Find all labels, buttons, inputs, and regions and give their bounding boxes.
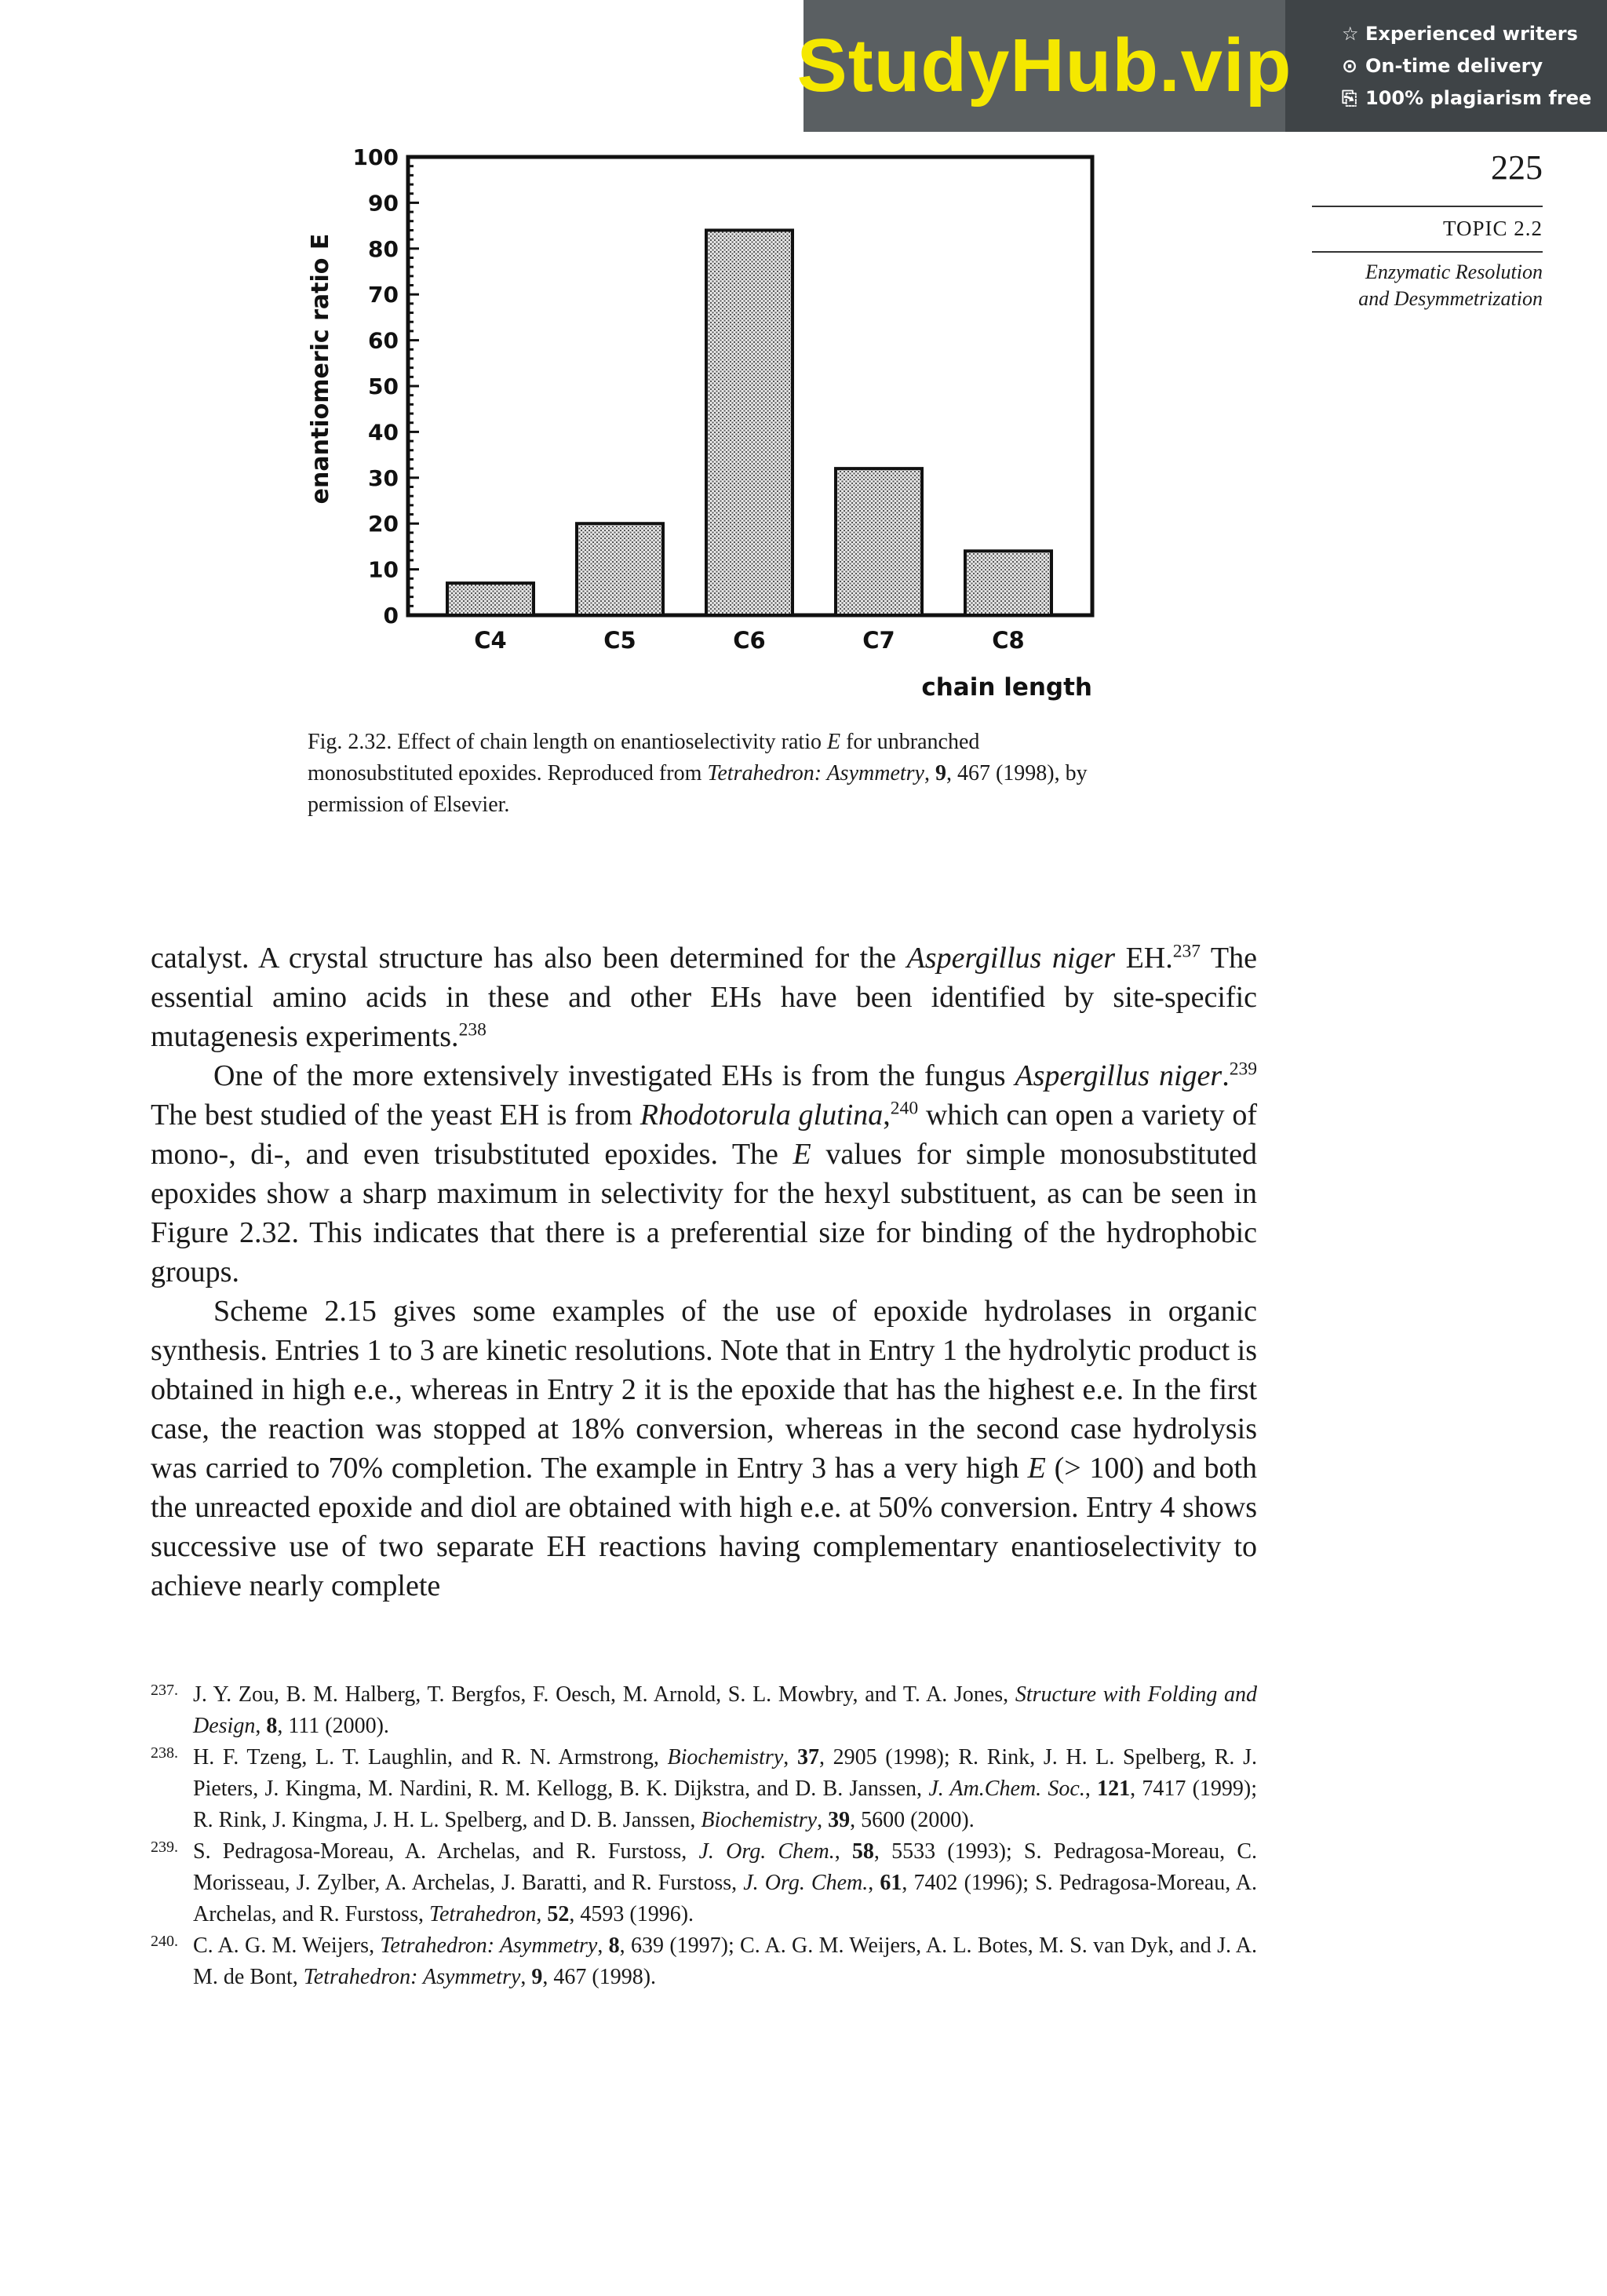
text-run: ,	[783, 1745, 789, 1769]
text-run: ,	[597, 1933, 603, 1958]
feature-item	[1342, 82, 1601, 114]
citation-ref: 240	[890, 1098, 919, 1119]
text-run: J. Y. Zou, B. M. Halberg, T. Bergfos, F. Oesch, M. Arnold, S. L. Mowbry, and T. A. Jones,	[193, 1682, 1009, 1707]
document-icon: ⎘	[1342, 86, 1357, 109]
footnote	[151, 1742, 1257, 1836]
topic-label: TOPIC 2.2	[1442, 217, 1543, 240]
text-run: One of the more extensively investigated EHs is from the fungus	[213, 1059, 1006, 1092]
footnote	[151, 1836, 1257, 1930]
text-run: ,	[883, 1099, 891, 1132]
volume: 52	[547, 1902, 570, 1926]
text-run: ,	[255, 1714, 261, 1738]
brand-logo[interactable]	[796, 0, 1292, 132]
journal-name: J. Am.Chem. Soc.	[928, 1777, 1085, 1801]
brand-name: StudyHub.vip	[796, 24, 1292, 108]
volume: 58	[851, 1839, 874, 1864]
chart-bars	[447, 230, 1051, 615]
paragraph	[151, 1292, 1257, 1605]
subtitle-line: and Desymmetrization	[1358, 287, 1543, 310]
banner-feature-list	[1342, 17, 1601, 114]
text-run: ,	[536, 1902, 542, 1926]
x-tick-label: C4	[474, 627, 507, 654]
text-run: , 111 (2000).	[277, 1714, 389, 1738]
text-run: (> 100) and both the unreacted epoxide and diol are obtained with high e.e. at 50% conversion. Entry 4 shows successive use of two separate EH reactions having complementary enantioselectivity to achieve nearly complete	[151, 1452, 1258, 1602]
text-run: , 467 (1998).	[542, 1965, 657, 1989]
y-tick-label: 40	[368, 419, 399, 446]
volume: 61	[880, 1871, 902, 1895]
body-text	[151, 938, 1257, 1605]
bar-c8	[965, 551, 1051, 615]
y-tick-label: 50	[368, 374, 399, 399]
text-run: EH.	[1125, 942, 1173, 975]
text-run: .	[1222, 1059, 1230, 1092]
text-run: which can open a variety of mono-, di-, and even trisubstituted epoxides. The	[151, 1099, 1258, 1171]
caption-journal: Tetrahedron: Asymmetry	[707, 761, 924, 785]
star-icon: ☆	[1342, 22, 1359, 45]
caption-volume: 9	[935, 761, 946, 785]
footnote-number: 239.	[151, 1839, 178, 1856]
footnotes	[151, 1679, 1257, 1993]
caption-text: Effect of chain length on enantioselectivity ratio	[397, 730, 822, 754]
y-tick-label: 30	[368, 465, 399, 491]
bar-chart	[298, 141, 1114, 706]
y-tick-label: 80	[368, 235, 399, 262]
x-tick-label: C7	[862, 627, 895, 654]
y-tick-label: 10	[368, 556, 399, 583]
figure-caption	[308, 727, 1108, 821]
text-run: ,	[817, 1808, 823, 1832]
header-rule	[1312, 251, 1543, 253]
feature-label: On-time delivery	[1365, 54, 1543, 77]
volume: 39	[828, 1808, 851, 1832]
volume: 9	[531, 1965, 543, 1989]
paragraph	[151, 1056, 1257, 1292]
citation-ref: 238	[458, 1019, 486, 1040]
y-tick-label: 20	[368, 511, 399, 538]
text-run: C. A. G. M. Weijers,	[193, 1933, 375, 1958]
text-run: , 639 (1997); C. A. G. M. Weijers, A. L. Botes, M. S. van Dyk, and J. A. M. de Bont,	[193, 1933, 1258, 1989]
text-run: ,	[520, 1965, 527, 1989]
text-run: ,	[1084, 1777, 1091, 1801]
text-run: , 5600 (2000).	[850, 1808, 975, 1832]
bar-c6	[706, 230, 793, 615]
species-name: Aspergillus niger	[1015, 1059, 1223, 1092]
subtitle-line: Enzymatic Resolution	[1365, 261, 1543, 283]
text-run: ,	[868, 1871, 874, 1895]
figure-label: Fig. 2.32.	[308, 730, 392, 754]
footnote	[151, 1679, 1257, 1742]
footnote-number: 240.	[151, 1933, 178, 1950]
y-tick-label: 70	[368, 282, 399, 308]
chart-x-ticks	[474, 627, 1024, 654]
journal-name: Biochemistry	[667, 1745, 784, 1769]
text-run: H. F. Tzeng, L. T. Laughlin, and R. N. Armstrong,	[193, 1745, 659, 1769]
text-run: S. Pedragosa-Moreau, A. Archelas, and R. Furstoss,	[193, 1839, 687, 1864]
x-tick-label: C6	[733, 627, 766, 654]
feature-label: 100% plagiarism free	[1365, 86, 1592, 109]
caption-text: ,	[924, 761, 930, 785]
y-tick-label: 60	[368, 327, 399, 354]
journal-name: J. Org. Chem.	[743, 1871, 869, 1895]
x-axis-label: chain length	[921, 673, 1092, 702]
text-run: , 7402 (1996); S. Pedragosa-Moreau, A. Archelas, and R. Furstoss,	[193, 1871, 1258, 1926]
y-tick-label: 0	[383, 603, 399, 629]
bar-c7	[836, 468, 922, 615]
volume: 8	[608, 1933, 620, 1958]
y-axis-label: enantiomeric ratio E	[307, 233, 334, 505]
text-run: The best studied of the yeast EH is from	[151, 1099, 632, 1132]
citation-ref: 237	[1172, 941, 1201, 962]
topic-subtitle	[1312, 259, 1543, 312]
bar-c5	[577, 523, 663, 615]
page-number: 225	[1491, 148, 1543, 187]
text-run: The essential amino acids in these and other EHs have been identified by site-specific mutagenesis experiments.	[151, 942, 1257, 1053]
y-tick-label: 90	[368, 190, 399, 217]
variable: E	[793, 1138, 811, 1171]
bar-c4	[447, 583, 534, 615]
text-run: , 7417 (1999); R. Rink, J. Kingma, J. H. L. Spelberg, and D. B. Janssen,	[193, 1777, 1258, 1832]
text-run: Scheme 2.15 gives some examples of the use of epoxide hydrolases in organic synthesis. Entries 1 to 3 are kinetic resolutions. Note that in Entry 1 the hydrolytic product is obtained in high e.e., whereas in Entry 2 it is the epoxide that has the highest e.e. In the first case, the reaction was stopped at 18% conversion, whereas in the second case hydrolysis was carried to 70% completion. The example in Entry 3 has a very high	[151, 1295, 1257, 1485]
journal-name: J. Org. Chem.	[698, 1839, 835, 1864]
text-run: ,	[834, 1839, 840, 1864]
x-tick-label: C8	[992, 627, 1025, 654]
volume: 37	[796, 1745, 819, 1769]
footnote-number: 237.	[151, 1682, 178, 1699]
species-name: Rhodotorula glutina	[640, 1099, 884, 1132]
caption-variable: E	[827, 730, 841, 754]
species-name: Aspergillus niger	[906, 942, 1116, 975]
caption-text: for unbranched monosubstituted epoxides. Reproduced from	[308, 730, 980, 785]
x-tick-label: C5	[603, 627, 636, 654]
text-run: catalyst. A crystal structure has also been determined for the	[151, 942, 897, 975]
header-rule	[1312, 206, 1543, 207]
caption-text: , 467 (1998), by permission of Elsevier.	[308, 761, 1088, 817]
journal-name: Biochemistry	[701, 1808, 818, 1832]
feature-item	[1342, 49, 1601, 82]
journal-name: Tetrahedron: Asymmetry	[303, 1965, 521, 1989]
variable: E	[1027, 1452, 1046, 1485]
volume: 8	[266, 1714, 278, 1738]
feature-item	[1342, 17, 1601, 49]
promo-banner[interactable]	[796, 0, 1607, 132]
text-run: , 5533 (1993); S. Pedragosa-Moreau, C. Morisseau, J. Zylber, A. Archelas, J. Baratti, and R. Furstoss,	[193, 1839, 1258, 1895]
footnote-number: 238.	[151, 1744, 178, 1762]
y-tick-label: 100	[352, 144, 399, 170]
text-run: values for simple monosubstituted epoxides show a sharp maximum in selectivity for the hexyl substituent, as can be seen in Figure 2.32. This indicates that there is a preferential size for binding of the hydrophobic groups.	[151, 1138, 1258, 1288]
text-run: , 4593 (1996).	[569, 1902, 694, 1926]
footnote	[151, 1930, 1257, 1993]
text-run: , 2905 (1998); R. Rink, J. H. L. Spelberg, R. J. Pieters, J. Kingma, M. Nardini, R. M. Kellogg, B. K. Dijkstra, and D. B. Janssen,	[193, 1745, 1257, 1801]
paragraph	[151, 938, 1257, 1056]
journal-name: Tetrahedron	[428, 1902, 537, 1926]
volume: 121	[1097, 1777, 1131, 1801]
citation-ref: 239	[1229, 1059, 1258, 1080]
feature-label: Experienced writers	[1365, 22, 1578, 45]
journal-name: Tetrahedron: Asymmetry	[380, 1933, 598, 1958]
journal-name: Structure with Folding and Design	[193, 1682, 1257, 1738]
clock-icon: ⊙	[1342, 54, 1358, 77]
